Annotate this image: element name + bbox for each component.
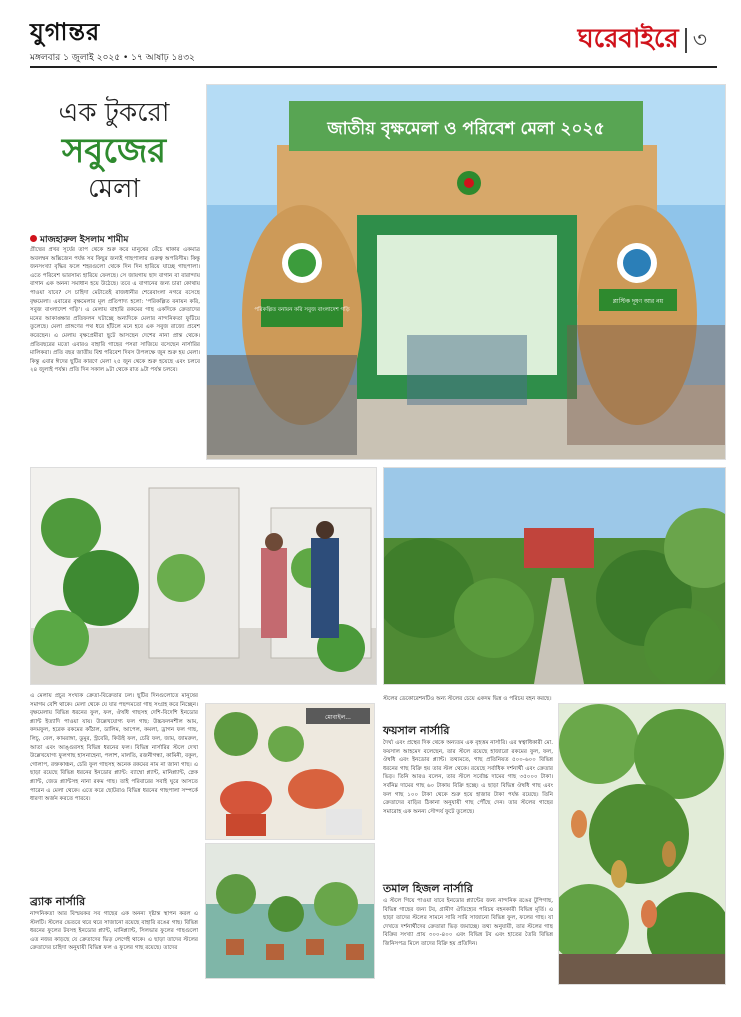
section-title <box>578 18 707 62</box>
stall-illustration <box>31 468 376 684</box>
tomal-hijol-text: এ স্টলে গিয়ে পাওয়া যাবে ইনডোর প্ল্যান্টের জন্য নান্দনিক রঙের টুপিগাছ, বিভিন্ন গাছের জন্য টব, গ্রামীণ ঐতিহ্যের পরিচয় বহনকারী বিভিন্ন মূর্তি। এ ছাড়া তাদের স্টলের সামনে সারি সারি সাজানো বিভিন্ন ফুল, ফলের গাছ। যা দেখতে দর্শনার্থীদের ক্রেতারা ভিড় জমাচ্ছে। তথ্য অনুযায়ী, তার স্টলের গাছ বিক্রির সংখ্যা প্রায় ৩০০-৪০০ এবং বিভিন্ন টব এবং হাতের তৈরি বিভিন্ন জিনিসপত্র মিলে তাদের বিক্রি হয় প্রতিদিন। <box>383 898 553 947</box>
dateline: মঙ্গলবার ১ জুলাই ২০২৫ • ১৭ আষাঢ় ১৪৩২ <box>30 53 195 63</box>
headline-line-2: সবুজের <box>61 131 167 171</box>
headline-line-3: মেলা <box>88 174 140 204</box>
brac-nursery-heading: ব্র্যাক নার্সারি <box>30 895 86 908</box>
pots-illustration <box>206 704 374 839</box>
photo-mango-tree <box>558 703 726 985</box>
photo-potted-plants <box>205 843 375 979</box>
gate-illustration <box>207 85 725 459</box>
section-name: ঘরেবাইরে <box>577 24 679 54</box>
byline <box>30 232 128 247</box>
headline <box>30 96 198 206</box>
path-illustration <box>384 468 725 684</box>
tomal-hijol-heading: তমাল হিজল নার্সারি <box>383 882 473 895</box>
photo-nursery-path <box>383 467 726 685</box>
headline-line-1: এক টুকরো <box>58 98 170 128</box>
gate-left-sign: পরিকল্পিত বনায়ন করি সবুজ বাংলাদেশ গড়ি <box>254 307 350 313</box>
photo-stall-interior <box>30 467 377 685</box>
gate-right-sign: প্লাস্টিক দূষণ আর নয় <box>612 298 664 305</box>
foisal-nursery-text: দৈর্ঘ্য এবং প্রস্থের দিক থেকে অন্যতম এক বৃহত্তম নার্সারি। এর স্বত্বাধিকারী মো. ফয়সাল আহমেদ বলেছেন, তার স্টলে রয়েছে হাজারো রকমের ফুল, ফল, ঔষধি এবং ইনডোর প্ল্যান্ট। তথ্যমতে, গাছ প্রতিনিয়ত ৫০০-৬০০ বিভিন্ন ধরনের গাছ বিক্রি হয় তার স্টল থেকে। রয়েছে সর্বাধিক দর্শনার্থী এবং ক্রেতার ভিড়। তিনি আরও বলেন, তার স্টলে সর্বোচ্চ দামের গাছ ৩৫০০০ টাকা। সর্বনিম্ন দামের গাছ ৬০ টাকায় বিক্রি হচ্ছে। এ ছাড়া বিভিন্ন ঔষধি গাছ এবং ফল গাছ ১০০ টাকা থেকে শুরু হয়ে হাজার টাকা পর্যন্ত রয়েছে। তিনি ক্রেতাদের বাড়ির ঠিকানা অনুযায়ী গাছ পৌঁছে দেন। তার স্টলের গাছের সমারোহ এক অনন্য সৌন্দর্য ফুটে তুলেছে। <box>383 740 553 815</box>
photo-gate <box>206 84 726 460</box>
article-column-1: এ মেলায় প্রচুর সংখ্যক ক্রেতা-বিক্রেতার ঢল। ছুটির দিনগুলোতে মানুষের সমাগম বেশি থাকে। মেলা থেকে যে যার পছন্দমতো গাছ সংগ্রহ করে নিচ্ছেন। বৃক্ষমেলায় বিভিন্ন ধরনের ফুল, ফল, ঔষধি গাছসহ দেশি-বিদেশি ইনডোর প্ল্যান্ট ইত্যাদি পাওয়া যায়। উল্লেখযোগ্য ফল গাছ: উচ্চফলনশীল আম, কদমফুল, হরেক রকমের কাঁঠাল, ডালিম, আপেল, কমলা, ড্রাগন ফল গাছ, লিচু, বেল, কামরাঙ্গা, ডুমুর, স্ট্রবেরি, কিউই ফল, চেরি ফল, জাম, জামরুল, আতা এবং আঙ্গুরসহ বিভিন্ন ধরনের ফল। বিভিন্ন নার্সারির স্টলে দেখা উল্লেখযোগ্য ফুলগাছ হাসনাহেনা, পলাশ, মালতি, রজনীগন্ধা, কামিনী, বকুল, গোলাপ, রক্তকাঞ্চন, চেরি ফুল গাছসহ অনেক রকমের নাম না জানা গাছ। এ ছাড়া রয়েছে বিভিন্ন ধরনের ইনডোর প্ল্যান্ট: ব্যাম্বো প্ল্যান্ট, মানিপ্ল্যান্ট, স্নেক প্ল্যান্ট, জেড প্ল্যান্টসহ নানা রকম গাছ। তাই পরিবারের সবাই ঘুরে আসতে পারেন এ মেলা থেকে। এতে করে ছোটরাও বিভিন্ন ধরনের গাছপালা সম্পর্কে ধারণা অর্জন করতে পারবে। <box>30 693 198 803</box>
stall-sign-text: মোবাইল... <box>325 714 351 721</box>
header-rule <box>30 66 717 68</box>
byline-bullet-icon <box>30 235 37 242</box>
byline-author: মাজহারুল ইসলাম শামীম <box>40 235 129 245</box>
masthead-logo: যুগান্তর <box>30 17 101 46</box>
brac-nursery-text: নান্দনিকতা আর বিস্ময়কর সব গাছের এক অনন্য দৃষ্টান্ত স্থাপন করল এ স্টলটি। স্টলের ভেতরে থরে থরে সাজানো রয়েছে বাহারি রঙের গাছ। বিভিন্ন ধরনের ফুলের টবসহ ইনডোর প্ল্যান্ট, মানিপ্ল্যান্ট, সিলভার ফুলের গাছগুলো এত নজর কাড়ছে যে ক্রেতাদের ভিড় লেগেই থাকে। এ ছাড়া তাদের স্টলের ক্রেতাদের চাহিদা অনুযায়ী বিভিন্ন ফল ও ফুলের গাছ রয়েছে। তাদের <box>30 911 198 952</box>
page-number: ৩ <box>685 28 707 53</box>
mango-illustration <box>559 704 725 984</box>
potted-illustration <box>206 844 374 978</box>
article-column-2-lead: স্টলের ডেকোরেশনটিও অন্য স্টলের চেয়ে একদম ভিন্ন ও পরিচয় বহন করছে। <box>383 696 552 702</box>
photo-pots-stall <box>205 703 375 840</box>
article-intro: গ্রীষ্মের প্রখর সূর্যের তাপ থেকে শুরু করে মানুষের বেঁচে থাকার একমাত্র অবলম্বন অক্সিজেন পর্যন্ত সব কিছুর জন্যই গাছপালার গুরুত্ব অপরিসীম। কিন্তু জনসংখ্যা বৃদ্ধির ফলে শহরগুলো থেকে দিন দিন হারিয়ে যাচ্ছে গাছপালা। এতে পরিবেশ ভারসাম্য হারিয়ে ফেলছে। সে জায়গায় ছাদ বাগান বা বারান্দায় বাগান এক অনন্য সমাধান হয়ে উঠেছে। তবে এ বাগানের জন্য চারা কোথায় পাওয়া যাবে? সে চাহিদা মেটাতেই রাজধানীর শেরেবাংলা নগরে বসেছে বৃক্ষমেলা। এবারের বৃক্ষমেলার মূল প্রতিপাদ্য হলো: 'পরিকল্পিত বনায়ন করি, সবুজ বাংলাদেশ গড়ি'। এ মেলায় বাহারি রকমের গাছ একদিকে ক্রেতাদের মনের আকাঙ্ক্ষার প্রতিফলন ঘটাচ্ছে অন্যদিকে মেলার নান্দনিকতা ফুটিয়ে তুলেছে। মেলা প্রাঙ্গণের পথ ধরে হাঁটলে মনে হবে এক সবুজ রাজ্যে প্রবেশ করেছেন। এ মেলায় বৃক্ষপ্রেমীরা ছুটে আসছেন দেশের নানা প্রান্ত থেকে। প্রতিবছরের মতো এবারও বাহারি গাছের পসরা সাজিয়ে বসেছেন নার্সারির মালিকরা। প্রতি বছর জাতীয় বিশ্ব পরিবেশ দিবস উপলক্ষে জুন শুরু হয় মেলা। কিন্তু এবার ঈদের ছুটির কারণে মেলা ২৫ জুন থেকে শুরু হয়েছে এবং চলবে ২৪ জুলাই পর্যন্ত। প্রতি দিন সকাল ৯টা থেকে রাত ৯টা পর্যন্ত চলবে। <box>30 247 200 374</box>
foisal-nursery-heading: ফয়সাল নার্সারি <box>383 724 450 737</box>
gate-banner-text: জাতীয় বৃক্ষমেলা ও পরিবেশ মেলা ২০২৫ <box>327 119 605 139</box>
